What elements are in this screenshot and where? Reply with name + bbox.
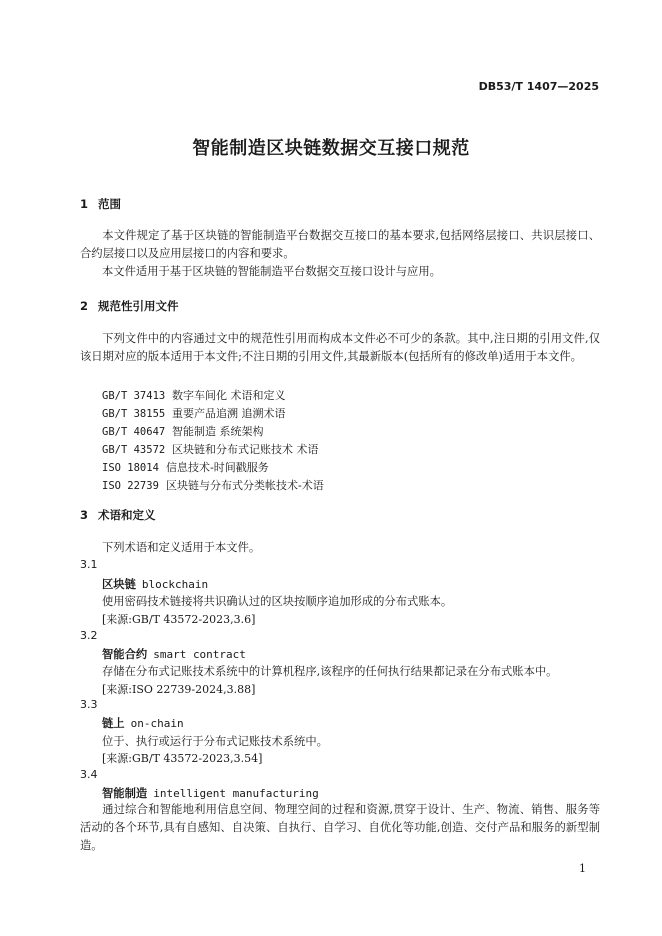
reference-code: ISO 18014 bbox=[102, 462, 159, 474]
term-definition: 存储在分布式记账技术系统中的计算机程序,该程序的任何执行结果都记录在分布式账本中。 bbox=[102, 665, 558, 678]
terms-intro: 下列术语和定义适用于本文件。 bbox=[102, 541, 261, 554]
term-name-en: blockchain bbox=[141, 578, 209, 591]
reference-item bbox=[102, 405, 286, 421]
reference-title: 重要产品追溯 追溯术语 bbox=[172, 407, 286, 420]
term-name-en: smart contract bbox=[153, 648, 246, 661]
normative-intro-text: 下列文件中的内容通过文中的规范性引用而构成本文件必不可少的条款。其中,注日期的引用文件,仅该日期对应的版本适用于本文件;不注日期的引用文件,其最新版本(包括所有的修改单)适用于本文件。 bbox=[80, 332, 600, 363]
scope-text-1: 本文件规定了基于区块链的智能制造平台数据交互接口的基本要求,包括网络层接口、共识层接口、合约层接口以及应用层接口的内容和要求。 bbox=[80, 229, 600, 260]
reference-title: 区块链和分布式记账技术 术语 bbox=[172, 443, 319, 456]
section-title: 范围 bbox=[98, 197, 121, 211]
term-name-zh: 智能制造 bbox=[102, 787, 148, 800]
term-name-zh: 智能合约 bbox=[102, 648, 148, 661]
section-title: 规范性引用文件 bbox=[98, 299, 179, 313]
term-definition: 使用密码技术链接将共识确认过的区块按顺序追加形成的分布式账本。 bbox=[102, 595, 453, 608]
reference-code: GB/T 37413 bbox=[102, 390, 166, 402]
page-number: 1 bbox=[579, 862, 586, 875]
term-name bbox=[102, 576, 208, 592]
section-heading-scope bbox=[80, 196, 121, 212]
reference-code: GB/T 38155 bbox=[102, 408, 166, 420]
scope-text-2: 本文件适用于基于区块链的智能制造平台数据交互接口设计与应用。 bbox=[102, 265, 441, 278]
term-definition: 位于、执行或运行于分布式记账技术系统中。 bbox=[102, 735, 328, 748]
term-source: [来源:ISO 22739-2024,3.88] bbox=[102, 683, 256, 696]
section-number: 3 bbox=[80, 508, 89, 522]
term-number: 3.2 bbox=[80, 629, 98, 642]
term-name bbox=[102, 646, 246, 662]
section-heading-terms bbox=[80, 507, 156, 523]
term-name-zh: 区块链 bbox=[102, 578, 136, 591]
reference-title: 智能制造 系统架构 bbox=[172, 425, 264, 438]
scope-paragraph-1 bbox=[80, 227, 600, 263]
term-definition-long bbox=[80, 801, 600, 855]
reference-item bbox=[102, 477, 324, 493]
term-source: [来源:GB/T 43572-2023,3.6] bbox=[102, 613, 256, 626]
section-number: 1 bbox=[80, 197, 89, 211]
term-name bbox=[102, 785, 319, 801]
term-number: 3.3 bbox=[80, 698, 98, 711]
term-number: 3.4 bbox=[80, 768, 98, 781]
reference-code: GB/T 43572 bbox=[102, 444, 166, 456]
document-title: 智能制造区块链数据交互接口规范 bbox=[192, 138, 470, 159]
section-title: 术语和定义 bbox=[98, 508, 156, 522]
normative-intro bbox=[80, 330, 600, 366]
scope-paragraph-2 bbox=[80, 263, 600, 281]
term-source: [来源:GB/T 43572-2023,3.54] bbox=[102, 752, 263, 765]
reference-item bbox=[102, 387, 286, 403]
reference-title: 信息技术-时间戳服务 bbox=[166, 461, 269, 474]
reference-code: GB/T 40647 bbox=[102, 426, 166, 438]
term-name-en: on-chain bbox=[130, 717, 184, 730]
term-definition: 通过综合和智能地利用信息空间、物理空间的过程和资源,贯穿于设计、生产、物流、销售、服务等活动的各个环节,具有自感知、自决策、自执行、自学习、自优化等功能,创造、交付产品和服务的新型制造。 bbox=[80, 803, 600, 852]
term-name-en: intelligent manufacturing bbox=[153, 787, 319, 800]
reference-code: ISO 22739 bbox=[102, 480, 159, 492]
reference-title: 区块链与分布式分类帐技术-术语 bbox=[166, 479, 324, 492]
term-name bbox=[102, 715, 184, 731]
reference-item bbox=[102, 441, 319, 457]
term-name-zh: 链上 bbox=[102, 717, 125, 730]
reference-item bbox=[102, 459, 269, 475]
section-number: 2 bbox=[80, 299, 89, 313]
term-number: 3.1 bbox=[80, 558, 98, 571]
reference-item bbox=[102, 423, 264, 439]
standard-number: DB53/T 1407—2025 bbox=[478, 80, 599, 93]
reference-title: 数字车间化 术语和定义 bbox=[172, 389, 286, 402]
section-heading-normative bbox=[80, 298, 179, 314]
